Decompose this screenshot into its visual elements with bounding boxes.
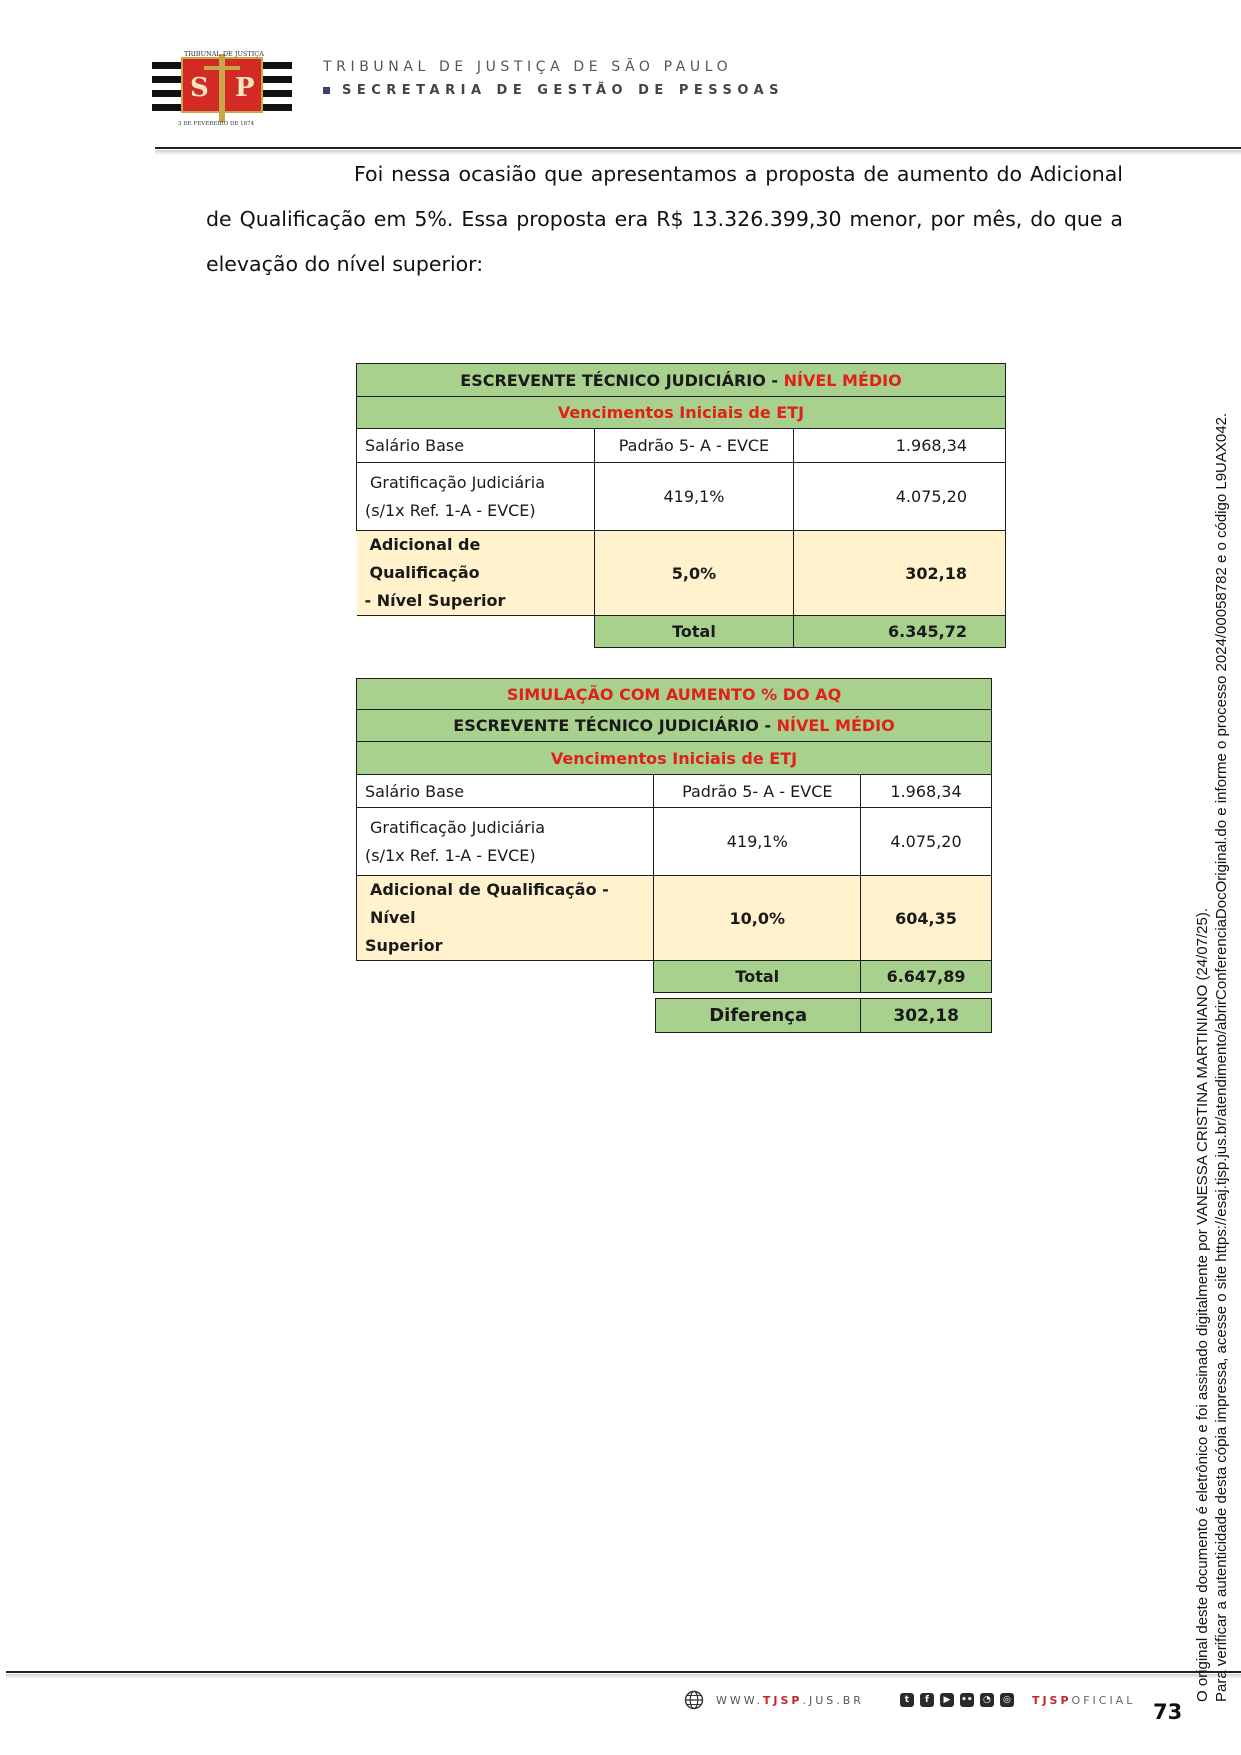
signature-line1: O original deste documento é eletrônico e foi assinado digitalmente por VANESSA CRISTINA MARTINIANO (24/07/25). (1194, 908, 1211, 1702)
table2-row3-ref: 10,0% (654, 876, 861, 961)
table2-total-label: Total (654, 961, 861, 993)
table1-total-value: 6.345,72 (794, 616, 1006, 648)
table2-row2-ref: 419,1% (654, 808, 861, 876)
website-accent: TJSP (762, 1693, 803, 1707)
table2-row2-label-line2: (s/1x Ref. 1-A - EVCE) (365, 845, 536, 865)
footer-divider (6, 1671, 1241, 1673)
square-bullet-icon (323, 87, 330, 94)
table2-simulation-title: SIMULAÇÃO COM AUMENTO % DO AQ (357, 679, 992, 710)
table2-total-spacer (357, 961, 654, 993)
issuu-icon[interactable]: ◔ (980, 1693, 994, 1707)
social-handle[interactable] (1032, 1694, 1135, 1707)
table2-row3-label-line1: Adicional de Qualificação - Nível (370, 880, 609, 927)
department-line (323, 83, 784, 98)
table2-row2-label (357, 808, 654, 876)
table1-row2-label (357, 463, 595, 531)
salary-table-simulation (356, 678, 992, 993)
youtube-icon[interactable]: ▶ (940, 1693, 954, 1707)
table1-row3-ref: 5,0% (594, 531, 794, 616)
table2-title-prefix: ESCREVENTE TÉCNICO JUDICIÁRIO - (453, 716, 777, 735)
social-icons (900, 1693, 1014, 1707)
organization-header (323, 59, 784, 98)
header-divider (155, 147, 1241, 149)
tjsp-seal-logo (152, 48, 292, 126)
difference-label: Diferença (656, 999, 861, 1033)
website-prefix: WWW. (716, 1693, 763, 1707)
table2-row1-value: 1.968,34 (861, 775, 992, 808)
table1-row3-label-line1: Adicional de Qualificação (369, 535, 481, 582)
difference-value: 302,18 (861, 999, 992, 1033)
table1-subtitle: Vencimentos Iniciais de ETJ (357, 397, 1006, 429)
body-paragraph: Foi nessa ocasião que apresentamos a proposta de aumento do Adicional de Qualificação em 5%. Essa proposta era R$ 13.326.399,30 menor, por mês, do que a elevação do nível superior: (206, 162, 1123, 276)
table2-title (357, 710, 992, 742)
handle-rest: OFICIAL (1071, 1693, 1136, 1707)
table1-row3-value: 302,18 (794, 531, 1006, 616)
footer-divider-shadow (6, 1674, 1241, 1679)
table1-title (357, 364, 1006, 397)
salary-table-current (356, 363, 1006, 648)
table1-row1-label: Salário Base (357, 429, 595, 463)
table2-row3-label-line2: Superior (365, 936, 443, 955)
digital-signature-strip (1193, 272, 1231, 1702)
table2-title-level: NÍVEL MÉDIO (776, 716, 895, 735)
website-suffix: .JUS.BR (802, 1693, 864, 1707)
table1-total-label: Total (594, 616, 794, 648)
court-name: TRIBUNAL DE JUSTIÇA DE SÃO PAULO (323, 59, 733, 75)
seal-bottom-text: 3 DE FEVEREIRO DE 1874 (178, 121, 255, 126)
page-number: 73 (1153, 1700, 1183, 1724)
table1-title-prefix: ESCREVENTE TÉCNICO JUDICIÁRIO - (460, 370, 784, 390)
globe-icon (684, 1690, 704, 1710)
table1-row2-value: 4.075,20 (794, 463, 1006, 531)
seal-letter-p: P (235, 73, 255, 103)
table1-row2-label-line2: (s/1x Ref. 1-A - EVCE) (365, 500, 536, 520)
table2-row1-label: Salário Base (357, 775, 654, 808)
table1-title-level: NÍVEL MÉDIO (783, 370, 902, 390)
website-link[interactable] (716, 1694, 864, 1707)
table2-subtitle: Vencimentos Iniciais de ETJ (357, 742, 992, 775)
difference-table (655, 998, 992, 1033)
table1-total-spacer (357, 616, 595, 648)
twitter-icon[interactable]: t (900, 1693, 914, 1707)
handle-accent: TJSP (1031, 1693, 1072, 1707)
footer-bar (684, 1689, 1135, 1711)
table2-total-value: 6.647,89 (861, 961, 992, 993)
facebook-icon[interactable]: f (920, 1693, 934, 1707)
signature-line2: Para verificar a autenticidade desta cópia impressa, acesse o site https://esaj.tjsp.jus.br/atendimento/abrirConferenciaDocOriginal.do e informe o processo 2024/00058782 e o código L9UAX042. (1213, 412, 1230, 1702)
flickr-icon[interactable]: •• (961, 1695, 973, 1705)
table1-row2-label-line1: Gratificação Judiciária (370, 472, 545, 492)
table2-row1-ref: Padrão 5- A - EVCE (654, 775, 861, 808)
table1-row2-ref: 419,1% (594, 463, 794, 531)
table2-row2-value: 4.075,20 (861, 808, 992, 876)
seal-letter-s: S (190, 73, 209, 103)
table1-row3-label-line2: - Nível Superior (364, 591, 506, 610)
table2-row2-label-line1: Gratificação Judiciária (370, 817, 545, 837)
seal-top-text: TRIBUNAL DE JUSTIÇA (184, 50, 264, 58)
table1-row1-value: 1.968,34 (794, 429, 1006, 463)
department-name: SECRETARIA DE GESTÃO DE PESSOAS (342, 83, 785, 98)
table2-row3-value: 604,35 (861, 876, 992, 961)
table2-row3-label (357, 876, 654, 961)
table1-row3-label (357, 531, 595, 616)
instagram-icon[interactable]: ◎ (1000, 1693, 1014, 1707)
table1-row1-ref: Padrão 5- A - EVCE (594, 429, 794, 463)
